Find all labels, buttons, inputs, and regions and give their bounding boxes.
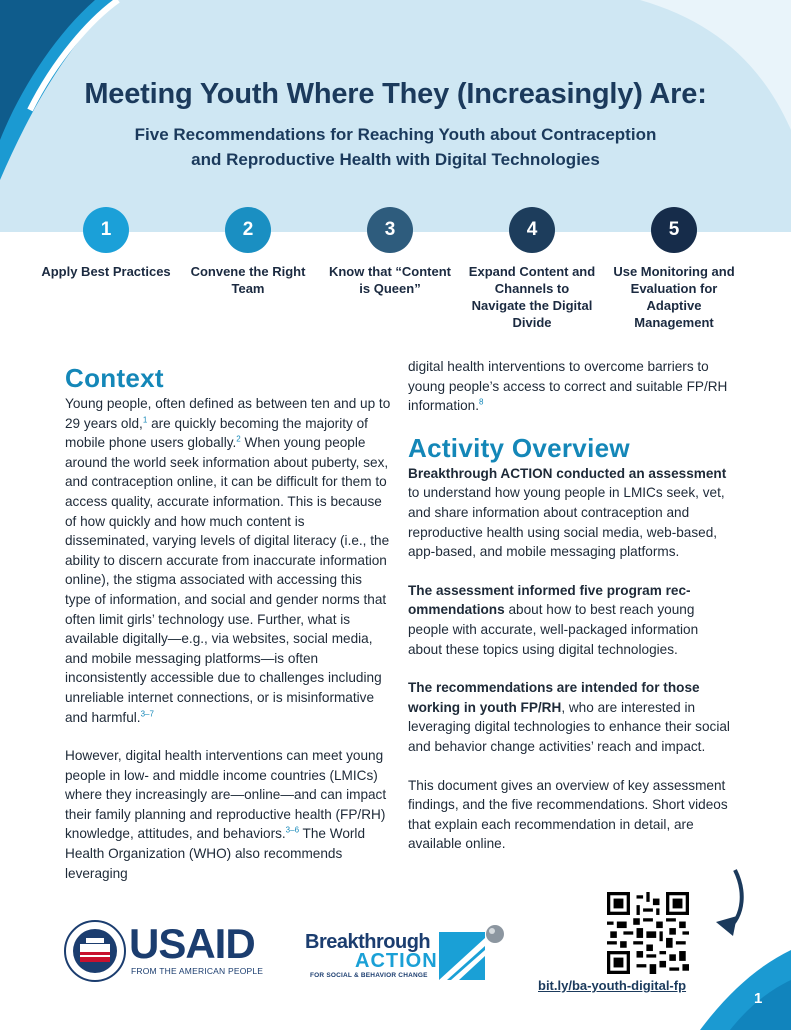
right-column xyxy=(408,357,730,873)
context-paragraph-2-continued xyxy=(408,357,730,416)
context-column xyxy=(65,362,391,902)
recommendation-label: Expand Content and Channels to Navigate the Digital Divide xyxy=(468,264,596,330)
footnote-ref: 3–6 xyxy=(285,825,300,835)
recommendation-number: 2 xyxy=(225,207,271,253)
text-span: digital health interventions to overcome barriers to young people’s access to correct and suitable FP/RH information. xyxy=(408,359,728,414)
usaid-tagline: FROM THE AMERICAN PEOPLE xyxy=(131,966,264,976)
recommendation-label: Know that “Content is Queen” xyxy=(328,264,452,296)
activity-paragraph-1 xyxy=(408,464,730,562)
bold-lead: Breakthrough ACTION conducted an assessment xyxy=(408,465,727,481)
text-span: The World Health Organization (WHO) also recommends leveraging xyxy=(65,826,366,881)
footnote-ref: 2 xyxy=(236,434,241,444)
recommendation-5 xyxy=(609,207,739,331)
recommendation-number: 3 xyxy=(367,207,413,253)
action-logo-text: ACTION xyxy=(355,950,438,972)
page-title: Meeting Youth Where They (Increasingly) Are: xyxy=(84,78,707,110)
page-number: 1 xyxy=(754,990,763,1007)
text-span: , who are interested in leveraging digital technologies to enhance their social and behavior change activities’ reach and impact. xyxy=(408,699,730,754)
activity-paragraph-3 xyxy=(408,678,730,756)
context-paragraph-2 xyxy=(65,746,391,883)
recommendation-number: 1 xyxy=(83,207,129,253)
usaid-logo-text: USAID xyxy=(129,920,255,967)
activity-paragraph-2 xyxy=(408,581,730,659)
footnote-ref: 8 xyxy=(479,397,484,407)
qr-code-icon[interactable] xyxy=(607,892,689,974)
breakthrough-logo-text: Breakthrough xyxy=(305,931,431,953)
breakthrough-action-logo-icon xyxy=(437,922,509,984)
context-heading: Context xyxy=(65,363,164,393)
recommendation-label: Apply Best Practices xyxy=(41,264,171,279)
recommendation-number: 4 xyxy=(509,207,555,253)
recommendation-label: Use Monitoring and Evaluation for Adaptive Management xyxy=(613,264,735,330)
activity-heading: Activity Overview xyxy=(408,432,630,463)
recommendation-number: 5 xyxy=(651,207,697,253)
text-span: about how to best reach young people with accurate, well-packaged information about these topics using digital technologies. xyxy=(408,602,699,657)
recommendation-3 xyxy=(325,207,455,297)
text-span: When young people around the world seek information about puberty, sex, and contraception online, it can be difficult for them to access quality, accurate information. This is because of how quickly and how much content is disseminated, varying levels of digital literacy (i.e., the ability to discern accurate from inaccurate information online), the stigma associated with accessing this type of information, and social and gender norms that often limit girls’ technology use. Further, what is available digitally—e.g., via websites, social media, and mobile messaging platforms—is often inconsistently accessible due to challenges including unreliable internet connections, or is misinformative and harmful. xyxy=(65,435,390,725)
text-span: Young people, often defined as between ten and up to 29 years old, xyxy=(65,396,391,431)
recommendation-label: Convene the Right Team xyxy=(190,264,306,296)
page-subtitle: Five Recommendations for Reaching Youth about Contraception and Reproductive Health with Digital Technologies xyxy=(134,125,657,169)
bold-lead: The recommendations are intended for those working in youth FP/RH xyxy=(408,680,700,715)
recommendation-2 xyxy=(183,207,313,297)
text-span: However, digital health interventions can meet young people in low- and middle income countries (LMICs) where they increasingly are—online—and can impact their family planning and reproductive health (FP/RH) knowledge, attitudes, and behaviors. xyxy=(65,748,387,842)
usaid-seal-icon xyxy=(64,920,126,982)
qr-link[interactable]: bit.ly/ba-youth-digital-fp xyxy=(538,978,687,993)
context-paragraph-1 xyxy=(65,394,391,727)
recommendation-1 xyxy=(41,207,171,280)
footnote-ref: 3–7 xyxy=(140,708,154,718)
text-span: to understand how young people in LMICs seek, vet, and share information about contraception and reproductive health using social media, web-based, app-based, and mobile messaging platforms. xyxy=(408,485,725,560)
bold-lead: The assessment informed five program recommendations xyxy=(408,582,691,618)
breakthrough-tagline: FOR SOCIAL & BEHAVIOR CHANGE xyxy=(310,972,428,979)
recommendation-4 xyxy=(467,207,597,331)
activity-paragraph-4: This document gives an overview of key assessment findings, and the five recommendations. Short videos that explain each recommendation in detail, are available online. xyxy=(408,777,728,852)
text-span: are quickly becoming the majority of mobile phone users globally. xyxy=(65,415,368,451)
footnote-ref: 1 xyxy=(142,415,148,425)
